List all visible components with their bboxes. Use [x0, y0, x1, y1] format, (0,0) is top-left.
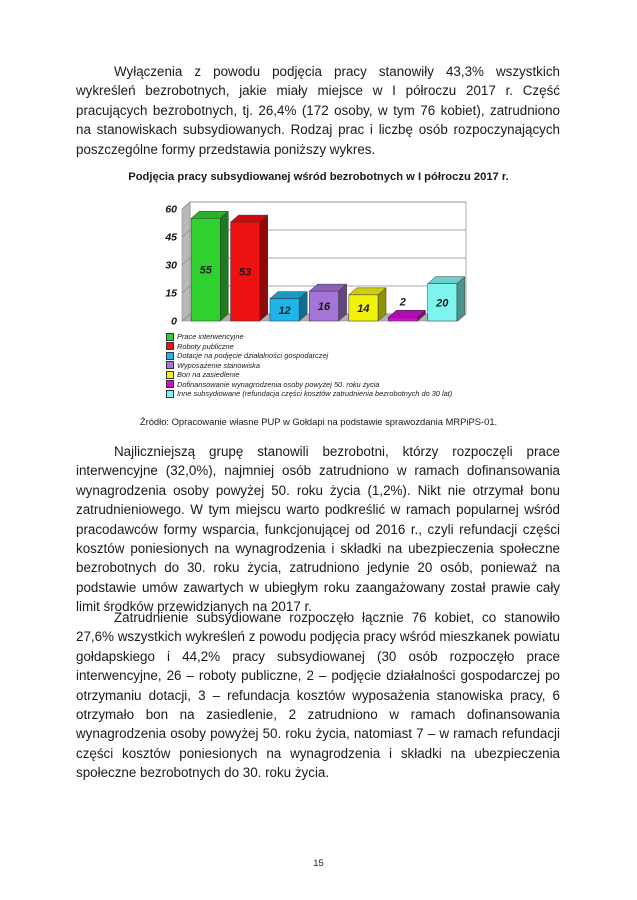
legend-label: Dofinansowanie wynagrodzenia osoby powyżej 50. roku życia — [177, 379, 380, 389]
legend-swatch — [166, 361, 174, 369]
legend-label: Bon na zasiedlenie — [177, 370, 240, 380]
intro-paragraph: Wyłączenia z powodu podjęcia pracy stanowiły 43,3% wszystkich wykreśleń bezrobotnych, jakie miały miejsce w I półroczu 2017 r. Część pracujących bezrobotnych, tj. 26,4% (172 osoby, w tym 76 kobiet), zatrudniono na stanowiskach subsydiowanych. Rodzaj prac i liczbę osób rozpoczynających poszczególne formy przedstawia poniższy wykres. — [76, 64, 560, 157]
legend-swatch — [166, 371, 174, 379]
legend-label: Roboty publiczne — [177, 341, 234, 351]
data-label: 16 — [317, 301, 331, 314]
legend-swatch — [166, 352, 174, 360]
legend-item — [166, 370, 452, 380]
chart-legend — [166, 332, 452, 399]
bar-chart — [150, 195, 480, 330]
legend-label: Inne subsydiowane (refundacja części kosztów zatrudnienia bezrobotnych do 30 lat) — [177, 389, 453, 399]
legend-item — [166, 351, 452, 361]
y-tick-label: 45 — [165, 231, 177, 244]
page-number: 15 — [313, 858, 324, 869]
y-tick-label: 15 — [165, 287, 177, 300]
chart-title: Podjęcia pracy subsydiowanej wśród bezrobotnych w I półroczu 2017 r. — [128, 171, 509, 183]
y-tick-label: 0 — [171, 315, 177, 328]
legend-item — [166, 361, 452, 371]
legend-item — [166, 332, 452, 342]
legend-label: Dotacje na podjęcie działalności gospodarczej — [177, 351, 329, 361]
data-label: 12 — [278, 304, 291, 317]
legend-label: Wyposażenie stanowiska — [177, 360, 260, 370]
data-label: 20 — [436, 297, 449, 310]
legend-swatch — [166, 380, 174, 388]
legend-swatch — [166, 342, 174, 350]
legend-item — [166, 342, 452, 352]
source-note: Źródło: Opracowanie własne PUP w Gołdapi na podstawie sprawozdania MRPiPS-01. — [139, 416, 498, 427]
women-paragraph: Zatrudnienie subsydiowane rozpoczęło łącznie 76 kobiet, co stanowiło 27,6% wszystkich wykreśleń z powodu podjęcia pracy wśród mieszkanek powiatu gołdapskiego i 44,2% pracy subsydiowanej (30 osób rozpoczęło prace interwencyjne, 26 – roboty publiczne, 2 – podjęcie działalności gospodarczej po otrzymaniu dotacji, 3 – refundacja kosztów wyposażenia stanowiska pracy, 6 otrzymało bon na zasiedlenie, 2 zatrudniono w ramach dofinansowania wynagrodzenia osoby powyżej 50. roku życia, natomiast 7 – w ramach refundacji części kosztów poniesionych na wynagrodzenia i składki na ubezpieczenia społeczne bezrobotnych do 30. roku życia. — [76, 610, 560, 781]
bar-side — [260, 215, 268, 321]
bar — [388, 317, 417, 321]
legend-item — [166, 380, 452, 390]
data-label: 53 — [239, 266, 252, 279]
legend-swatch — [166, 333, 174, 341]
data-label: 55 — [199, 264, 212, 277]
bar-side — [220, 211, 228, 321]
legend-label: Prace interwencyjne — [177, 332, 244, 342]
analysis-paragraph: Najliczniejszą grupę stanowili bezrobotni, którzy rozpoczęli prace interwencyjne (32,0%), najmniej osób zatrudniono w ramach dofinansowania wynagrodzenia osoby powyżej 50. roku życia (1,2%). Nikt nie otrzymał bonu zatrudnieniowego. W tym miejscu warto podkreślić w ramach popularnej wśród pracodawców formy wsparcia, funkcjonującej od 2016 r., czyli refundacji części kosztów poniesionych na wynagrodzenia i składki na ubezpieczenia społeczne bezrobotnych do 30. roku życia, zatrudniono jedynie 20 osób, ponieważ na podstawie umów zawartych w ubiegłym roku zaangażowany został prawie cały limit środków przewidzianych na 2017 r. — [76, 444, 560, 615]
bar-side — [457, 277, 465, 321]
data-label: 14 — [357, 302, 370, 315]
legend-swatch — [166, 390, 174, 398]
y-tick-label: 30 — [165, 259, 177, 272]
data-label: 2 — [399, 296, 406, 309]
y-tick-label: 60 — [165, 203, 177, 216]
legend-item — [166, 389, 452, 399]
